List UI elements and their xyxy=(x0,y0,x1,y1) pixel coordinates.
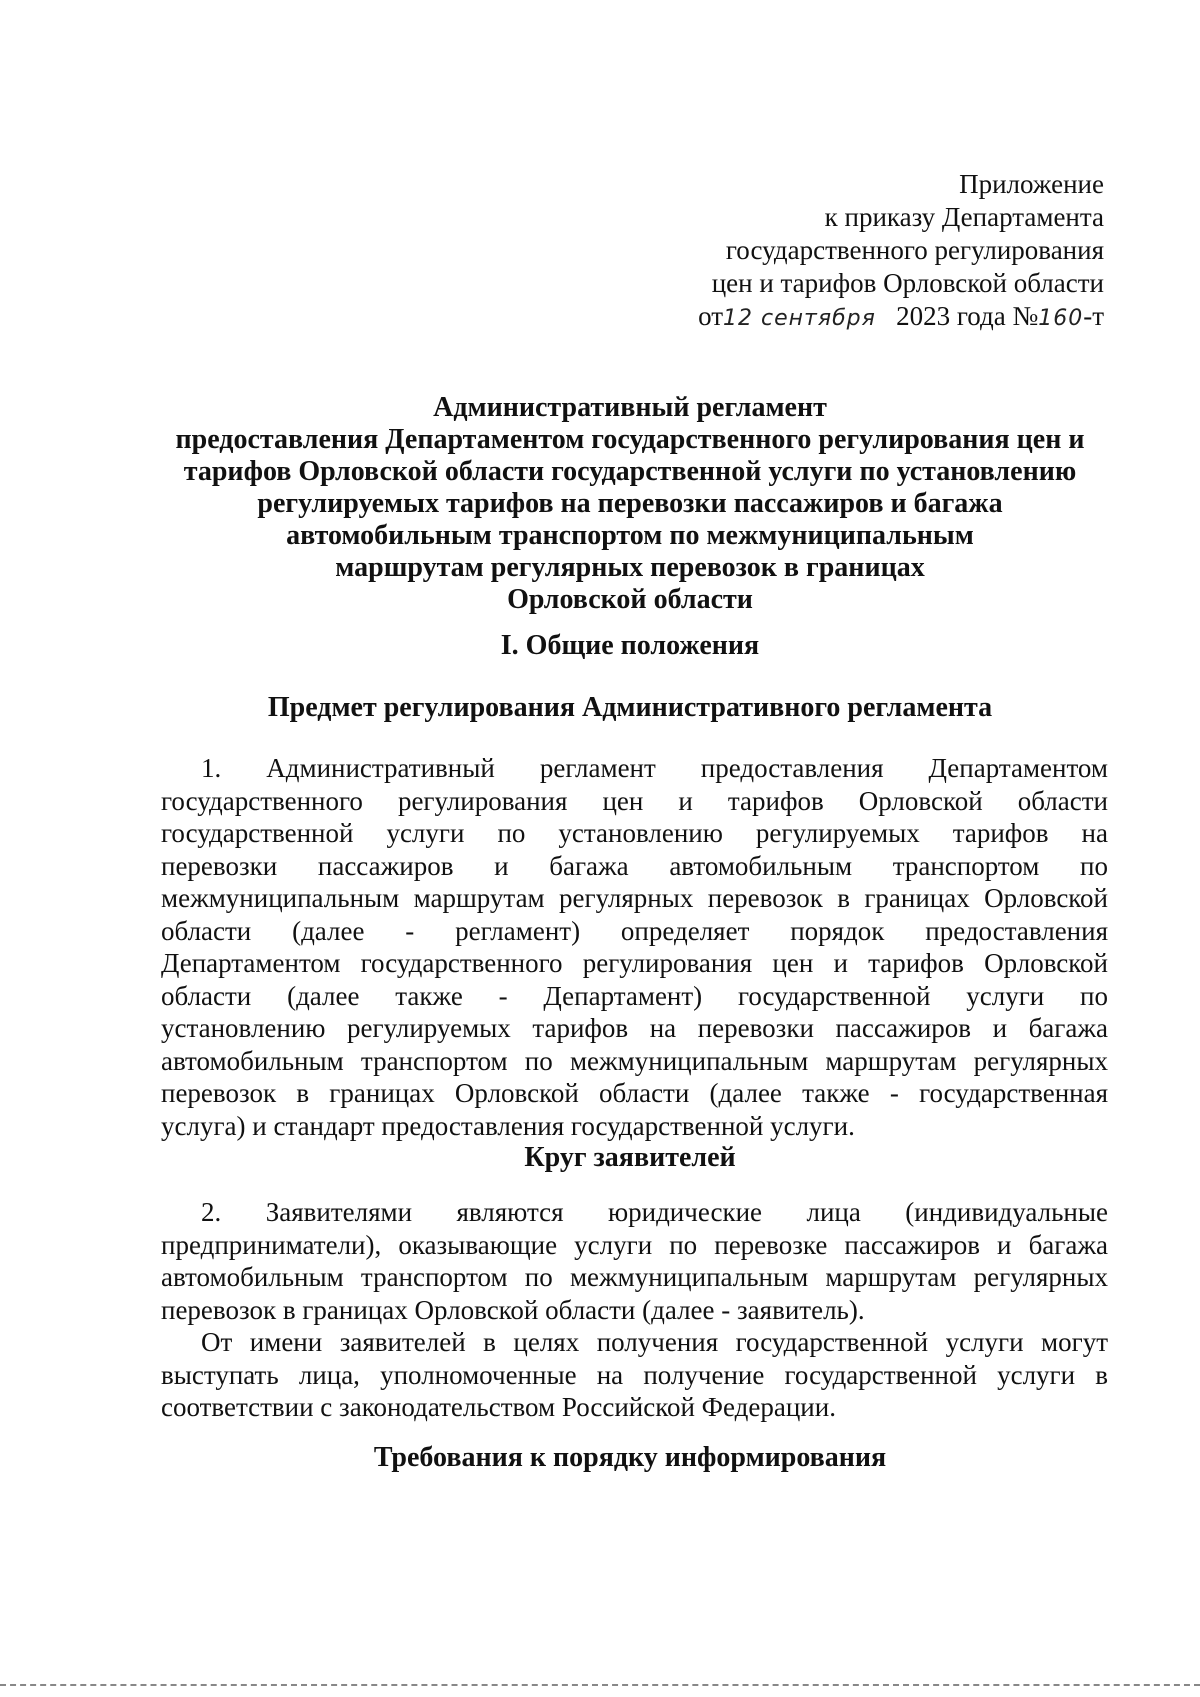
handwritten-date: 12 сентября xyxy=(723,306,876,331)
paragraph-line: межмуниципальным маршрутам регулярных перевозок в границах Орловской xyxy=(161,883,1108,913)
paragraph-line: соответствии с законодательством Российской Федерации. xyxy=(161,1392,836,1422)
handwritten-number: 160 xyxy=(1038,306,1084,331)
paragraph-line: 2. Заявителями являются юридические лица (индивидуальные xyxy=(201,1197,1108,1227)
title-line: предоставления Департаментом государственного регулирования цен и xyxy=(175,424,1085,455)
applicants-heading: Круг заявителей xyxy=(524,1142,736,1173)
paragraph-line: От имени заявителей в целях получения государственной услуги могут xyxy=(201,1327,1108,1357)
date-prefix: от xyxy=(698,301,724,331)
paragraph-3 xyxy=(161,1326,1108,1424)
paragraph-line: услуга) и стандарт предоставления государственной услуги. xyxy=(161,1110,855,1141)
scan-edge-line xyxy=(0,1684,1200,1686)
section-heading: I. Общие положения xyxy=(500,630,760,661)
paragraph-line: области (далее также - Департамент) государственной услуги по xyxy=(161,980,1108,1011)
appendix-line: цен и тарифов Орловской области xyxy=(711,268,1104,298)
paragraph-line: Департаментом государственного регулирования цен и тарифов Орловской xyxy=(161,948,1108,978)
paragraph-line: перевозок в границах Орловской области (далее - заявитель). xyxy=(161,1294,865,1325)
title-line: Орловской области xyxy=(507,584,753,615)
appendix-line: Приложение xyxy=(959,169,1104,199)
title-line: автомобильным транспортом по межмуниципальным xyxy=(286,520,974,551)
paragraph-2 xyxy=(161,1196,1108,1326)
appendix-line: государственного регулирования xyxy=(725,235,1104,265)
paragraph-line: государственного регулирования цен и тарифов Орловской области xyxy=(161,785,1108,816)
paragraph-line: автомобильным транспортом по межмуниципальным маршрутам регулярных xyxy=(161,1045,1108,1076)
date-year: 2023 года № xyxy=(896,301,1039,331)
title-line: Административный регламент xyxy=(433,392,827,423)
paragraph-1 xyxy=(161,752,1108,1142)
paragraph-line: 1. Административный регламент предоставления Департаментом xyxy=(201,753,1108,783)
paragraph-line: перевозки пассажиров и багажа автомобильным транспортом по xyxy=(161,850,1108,881)
title-line: маршрутам регулярных перевозок в границах xyxy=(335,552,925,583)
number-suffix: -т xyxy=(1083,301,1104,331)
title-line: регулируемых тарифов на перевозки пассажиров и багажа xyxy=(257,488,1003,519)
document-title xyxy=(160,392,1100,616)
title-line: тарифов Орловской области государственной услуги по установлению xyxy=(183,456,1077,487)
paragraph-line: предприниматели), оказывающие услуги по перевозке пассажиров и багажа xyxy=(161,1229,1108,1260)
paragraph-line: государственной услуги по установлению регулируемых тарифов на xyxy=(161,818,1108,848)
paragraph-line: автомобильным транспортом по межмуниципальным маршрутам регулярных xyxy=(161,1262,1108,1292)
subsection-heading: Предмет регулирования Административного регламента xyxy=(267,692,993,723)
paragraph-line: области (далее - регламент) определяет порядок предоставления xyxy=(161,915,1108,946)
info-heading: Требования к порядку информирования xyxy=(373,1442,887,1473)
appendix-block xyxy=(698,168,1104,335)
paragraph-line: перевозок в границах Орловской области (далее также - государственная xyxy=(161,1078,1108,1108)
paragraph-line: выступать лица, уполномоченные на получение государственной услуги в xyxy=(161,1359,1108,1390)
appendix-date-line xyxy=(698,300,1104,335)
appendix-line: к приказу Департамента xyxy=(824,202,1104,232)
paragraph-line: установлению регулируемых тарифов на перевозки пассажиров и багажа xyxy=(161,1013,1108,1043)
